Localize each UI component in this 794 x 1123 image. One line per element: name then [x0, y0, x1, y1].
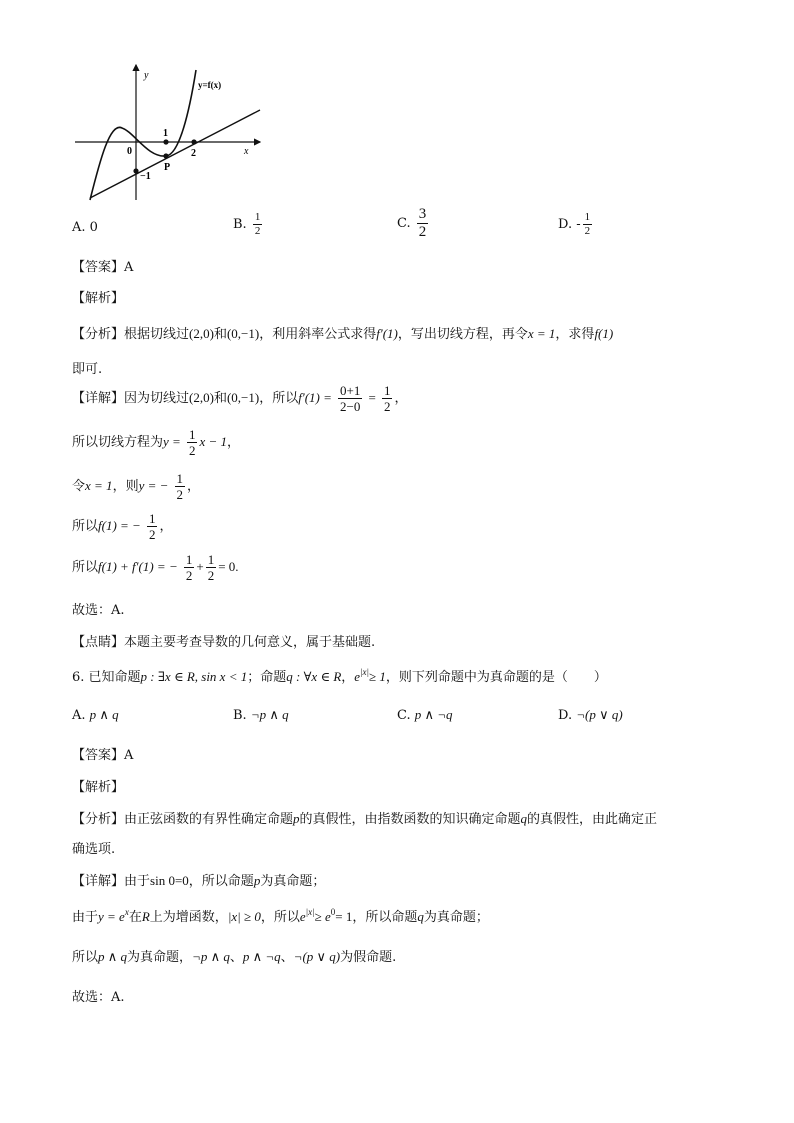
point-1: [163, 139, 168, 144]
q5-option-a: [72, 220, 98, 235]
q5-answer: 【答案】A: [72, 260, 134, 275]
tick-2-label: 2: [191, 148, 196, 159]
q5-tangent-fraction: $\frac{1}{2}$: [188, 427, 196, 458]
q6-fenxi-line1: 【分析】由正弦函数的有界性确定命题p的真假性，由指数函数的知识确定命题q的真假性，由此确定正: [72, 811, 658, 827]
q5-option-c-fraction: $\frac{3}{2}$: [418, 206, 427, 240]
q6-option-d: D. ¬(p ∨ q): [558, 707, 623, 723]
q6-xiangjie-line2: 由于$y = e^x$在R上为增函数，|x| ≥ 0，所以$e^{|x|}\ge e^0= 1$，所以命题q为真命题；: [72, 907, 489, 925]
q6-stem: 6. 已知命题p : ∃x ∈ R, sin x < 1；命题q : ∀x ∈ R，$e^{|x|}\ge 1$，则下列命题中为真命题的是（ ）: [72, 667, 607, 685]
point-p-label: P: [164, 162, 171, 173]
point-2: [191, 139, 196, 144]
q5-let-fraction: $\frac{1}{2}$: [176, 471, 184, 502]
tick-1-label: 1: [163, 128, 168, 139]
q5-f1-line: 所以f(1) = − $\frac{1}{2}$ ，: [72, 511, 173, 542]
q5-option-c-prefix: C.: [397, 216, 411, 231]
tick-neg1-label: −1: [140, 171, 151, 182]
q5-f1-fraction: $\frac{1}{2}$: [148, 511, 156, 542]
q6-fenxi-line2: 确选项.: [72, 842, 116, 857]
q5-sum-fraction-1: $\frac{1}{2}$: [185, 552, 193, 583]
q5-slope-result-fraction: $\frac{1}{2}$: [383, 383, 391, 414]
q5-option-b-prefix: B.: [233, 217, 247, 232]
q5-option-a-text: A. 0: [72, 220, 98, 235]
point-p: [163, 153, 168, 158]
q5-option-b: [233, 212, 264, 237]
q5-fenxi-line2: 即可.: [72, 362, 103, 377]
q5-option-d-fraction: $\frac{1}{2}$: [584, 211, 591, 237]
q5-choice: 故选：A.: [72, 603, 125, 618]
q6-analysis-heading: 【解析】: [72, 780, 125, 795]
q5-option-d: [558, 212, 594, 237]
tangent-line: [90, 110, 260, 198]
q5-analysis-heading: 【解析】: [72, 291, 125, 306]
q6-xiangjie-line1: 【详解】由于sin 0=0，所以命题p为真命题；: [72, 873, 326, 889]
origin-label: 0: [127, 146, 132, 157]
q6-answer: 【答案】A: [72, 748, 134, 763]
q5-option-d-prefix: D. -: [558, 217, 581, 232]
q6-option-c: C. p ∧ ¬q: [397, 707, 453, 723]
q6-option-b: B. ¬p ∧ q: [233, 707, 289, 723]
q5-slope-fraction: $\frac{0+1}{2-0}$: [340, 383, 361, 414]
q5-sum-line: 所以f(1) + f′(1) = − $\frac{1}{2}$ + $\frac{1}{2}$ = 0.: [72, 552, 239, 583]
function-graph: [70, 60, 270, 205]
point-neg1: [133, 168, 138, 173]
q5-tangent-line-eq: 所以切线方程为y = $\frac{1}{2}$ x − 1，: [72, 427, 241, 458]
q6-xiangjie-line3: 所以p ∧ q为真命题，¬p ∧ q、p ∧ ¬q、¬(p ∨ q)为假命题.: [72, 949, 397, 965]
q5-xiangjie-line1: 【详解】因为切线过(2,0)和(0,−1)，所以f′(1) = $\frac{0+1}{2-0}$ = $\frac{1}{2}$ ，: [72, 383, 408, 414]
q5-let-line: 令x = 1，则y = − $\frac{1}{2}$ ，: [72, 471, 201, 502]
curve-label: y=f(x): [198, 80, 222, 90]
q5-sum-fraction-2: $\frac{1}{2}$: [207, 552, 215, 583]
y-axis-label: y: [144, 70, 149, 81]
q6-option-a: A. p ∧ q: [72, 707, 119, 723]
q5-dianjing: 【点睛】本题主要考查导数的几何意义，属于基础题.: [72, 635, 376, 650]
q5-option-c: [397, 207, 430, 240]
q5-fenxi-line1: 【分析】根据切线过(2,0)和(0,−1)，利用斜率公式求得f′(1)，写出切线方程，再令x = 1，求得f(1): [72, 326, 614, 342]
x-axis-label: x: [244, 146, 249, 157]
q5-option-b-fraction: $\frac{1}{2}$: [254, 211, 261, 237]
q6-choice: 故选：A.: [72, 990, 125, 1005]
